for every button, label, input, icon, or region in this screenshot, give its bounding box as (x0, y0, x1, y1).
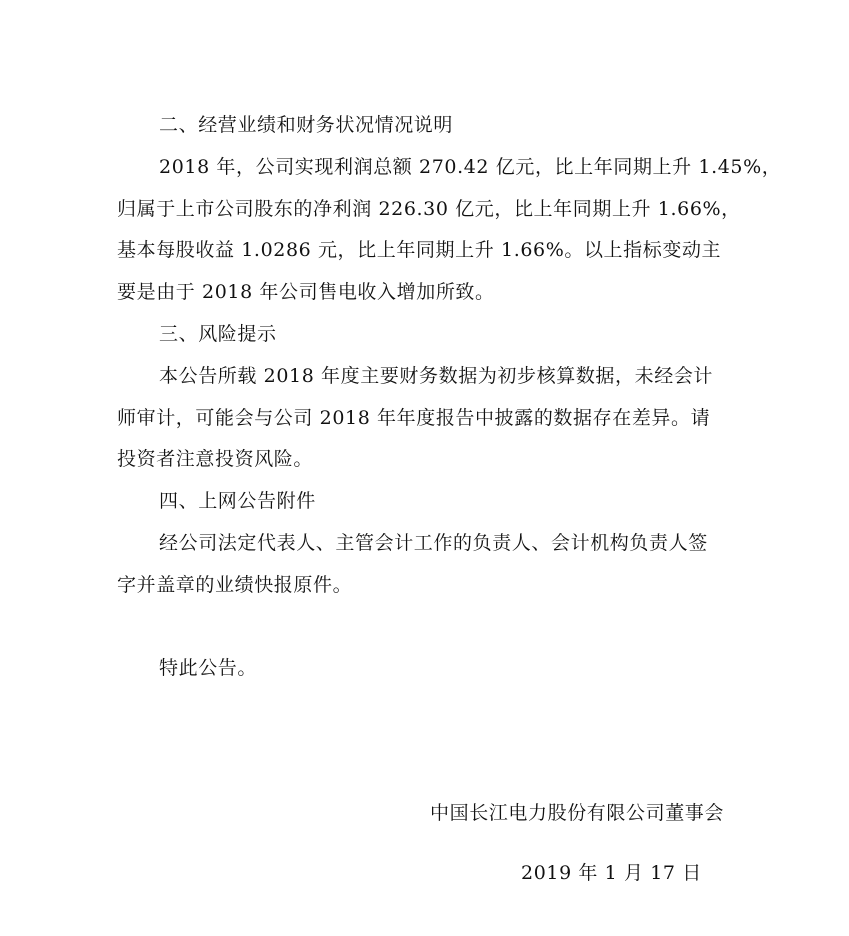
performance-paragraph-line-4: 要是由于 2018 年公司售电收入增加所致。 (117, 281, 495, 303)
signature-date: 2019 年 1 月 17 日 (521, 862, 702, 884)
risk-paragraph-line-3: 投资者注意投资风险。 (117, 448, 314, 470)
closing-statement: 特此公告。 (159, 657, 258, 679)
attachments-paragraph-line-1: 经公司法定代表人、主管会计工作的负责人、会计机构负责人签 (159, 532, 708, 554)
section-heading-performance: 二、经营业绩和财务状况情况说明 (159, 114, 454, 136)
section-heading-risk: 三、风险提示 (159, 323, 277, 345)
section-heading-attachments: 四、上网公告附件 (159, 490, 316, 512)
risk-paragraph-line-2: 师审计，可能会与公司 2018 年年度报告中披露的数据存在差异。请 (117, 407, 711, 429)
performance-paragraph-line-1: 2018 年，公司实现利润总额 270.42 亿元，比上年同期上升 1.45%， (159, 156, 782, 178)
performance-paragraph-line-3: 基本每股收益 1.0286 元，比上年同期上升 1.66%。以上指标变动主 (117, 239, 722, 261)
risk-paragraph-line-1: 本公告所载 2018 年度主要财务数据为初步核算数据，未经会计 (159, 365, 714, 387)
performance-paragraph-line-2: 归属于上市公司股东的净利润 226.30 亿元，比上年同期上升 1.66%， (117, 198, 741, 220)
signature-company: 中国长江电力股份有限公司董事会 (430, 802, 725, 824)
attachments-paragraph-line-2: 字并盖章的业绩快报原件。 (117, 574, 353, 596)
